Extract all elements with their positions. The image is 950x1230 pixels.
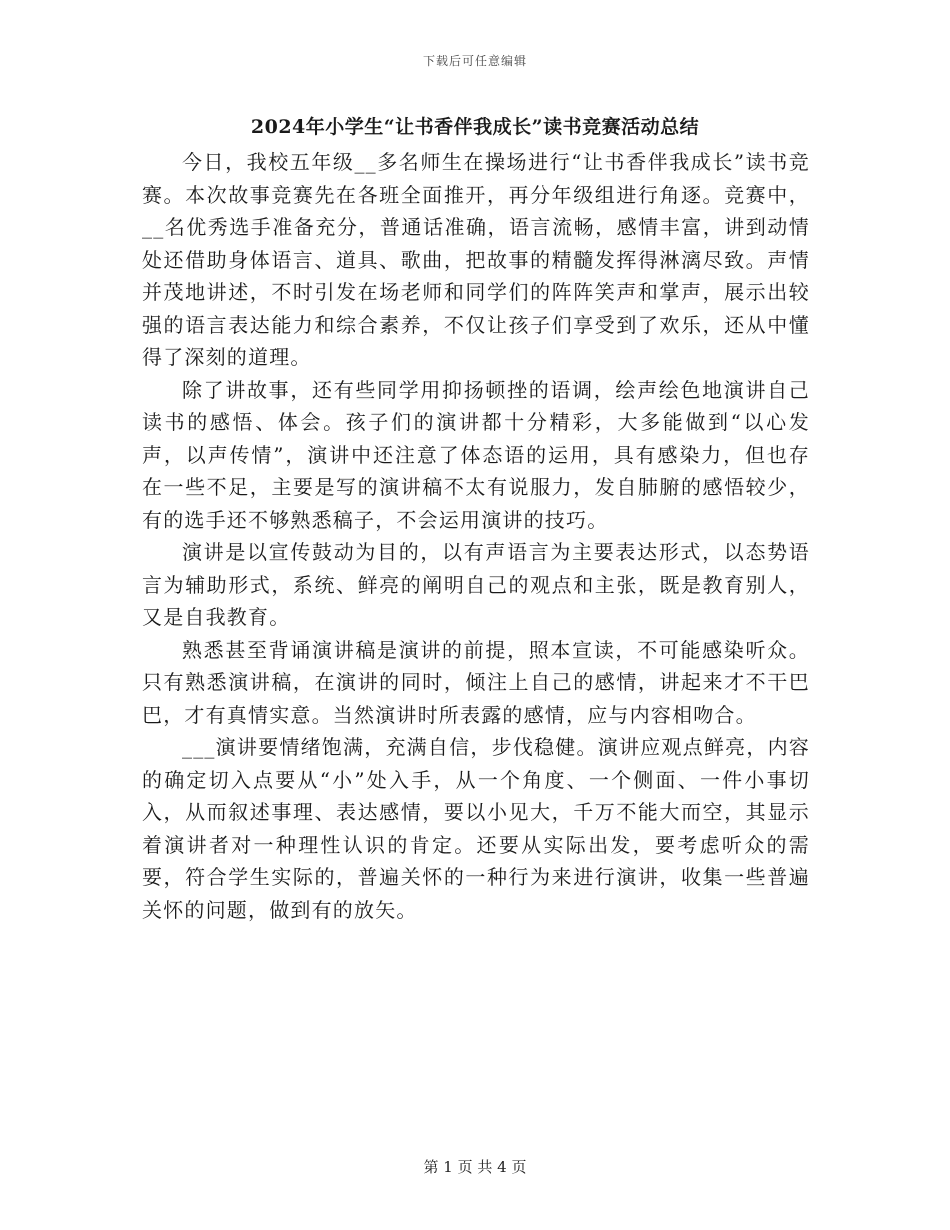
document-title: 2024年小学生“让书香伴我成长”读书竞赛活动总结 (250, 116, 700, 138)
paragraph-3: 演讲是以宣传鼓动为目的，以有声语言为主要表达形式，以态势语言为辅助形式，系统、鲜亮的阐明自己的观点和主张，既是教育别人，又是自我教育。 (142, 540, 810, 629)
paragraph-4: 熟悉甚至背诵演讲稿是演讲的前提，照本宣读，不可能感染听众。只有熟悉演讲稿，在演讲的同时，倾注上自己的感情，讲起来才不干巴巴，才有真情实意。当然演讲时所表露的感情，应与内容相吻合。 (142, 637, 810, 727)
page-header-note: 下载后可任意编辑 (422, 54, 527, 68)
paragraph-5: ___演讲要情绪饱满，充满自信，步伐稳健。演讲应观点鲜亮，内容的确定切入点要从“小”处入手，从一个角度、一个侧面、一件小事切入，从而叙述事理、表达感情，要以小见大，千万不能大而空，其显示着演讲者对一种理性认识的肯定。还要从实际出发，要考虑听众的需要，符合学生实际的，普遍关怀的一种行为来进行演讲，收集一些普遍关怀的问题，做到有的放矢。 (142, 735, 810, 922)
paragraph-1: 今日，我校五年级__多名师生在操场进行“让书香伴我成长”读书竞赛。本次故事竞赛先在各班全面推开，再分年级组进行角逐。竞赛中，__名优秀选手准备充分，普通话准确，语言流畅，感情丰富，讲到动情处还借助身体语言、道具、歌曲，把故事的精髓发挥得淋漓尽致。声情并茂地讲述，不时引发在场老师和同学们的阵阵笑声和掌声，展示出较强的语言表达能力和综合素养，不仅让孩子们享受到了欢乐，还从中懂得了深刻的道理。 (142, 150, 810, 369)
page-number: 第 1 页 共 4 页 (423, 1158, 527, 1176)
paragraph-2: 除了讲故事，还有些同学用抑扬顿挫的语调，绘声绘色地演讲自己读书的感悟、体会。孩子们的演讲都十分精彩，大多能做到“以心发声，以声传情”，演讲中还注意了体态语的运用，具有感染力，但也存在一些不足，主要是写的演讲稿不太有说服力，发自肺腑的感悟较少，有的选手还不够熟悉稿子，不会运用演讲的技巧。 (142, 377, 810, 532)
document-body (142, 146, 810, 926)
